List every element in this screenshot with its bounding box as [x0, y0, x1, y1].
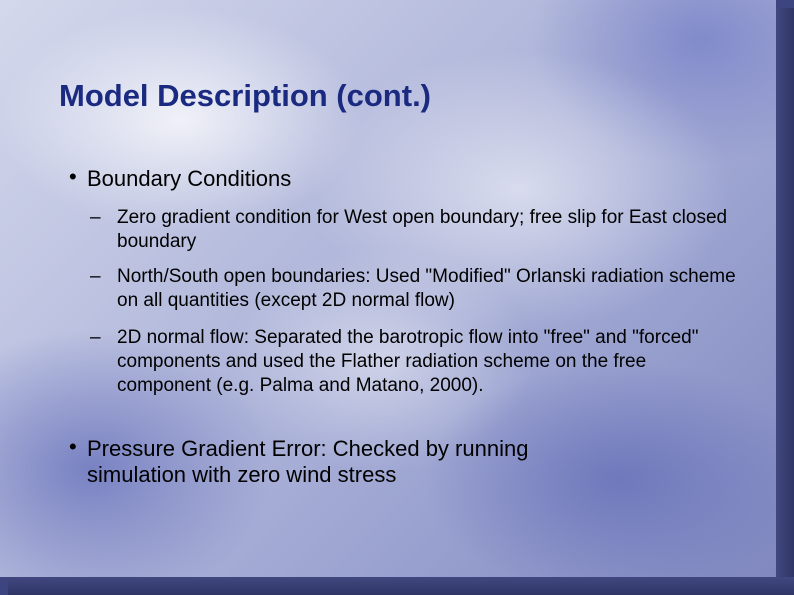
sub-item-text: Zero gradient condition for West open boundary; free slip for East closed boundary [117, 207, 728, 252]
sub-item-marker: – [90, 266, 101, 287]
slide-title: Model Description (cont.) [59, 78, 431, 113]
sub-item-marker: – [90, 327, 101, 348]
bullet-text: Boundary Conditions [87, 166, 292, 191]
sub-item-north-south [90, 265, 747, 313]
sub-item-text: 2D normal flow: Separated the barotropic flow into "free" and "forced" components and used the Flather radiation scheme on the free component (e.g. Palma and Matano, 2000). [117, 327, 699, 396]
sub-item-2d-normal-flow [90, 326, 727, 398]
sub-item-text: North/South open boundaries: Used "Modified" Orlanski radiation scheme on all quantities (except 2D normal flow) [117, 266, 736, 311]
bullet-text: Pressure Gradient Error: Checked by running simulation with zero wind stress [87, 436, 529, 487]
bullet-marker: • [69, 434, 77, 459]
slide-shadow-right [776, 8, 794, 595]
slide-shadow-bottom [8, 577, 794, 595]
bullet-boundary-conditions [69, 164, 687, 192]
sub-item-zero-gradient [90, 206, 737, 254]
bullet-pressure-gradient [69, 434, 632, 488]
sub-item-marker: – [90, 207, 101, 228]
bullet-marker: • [69, 164, 77, 189]
